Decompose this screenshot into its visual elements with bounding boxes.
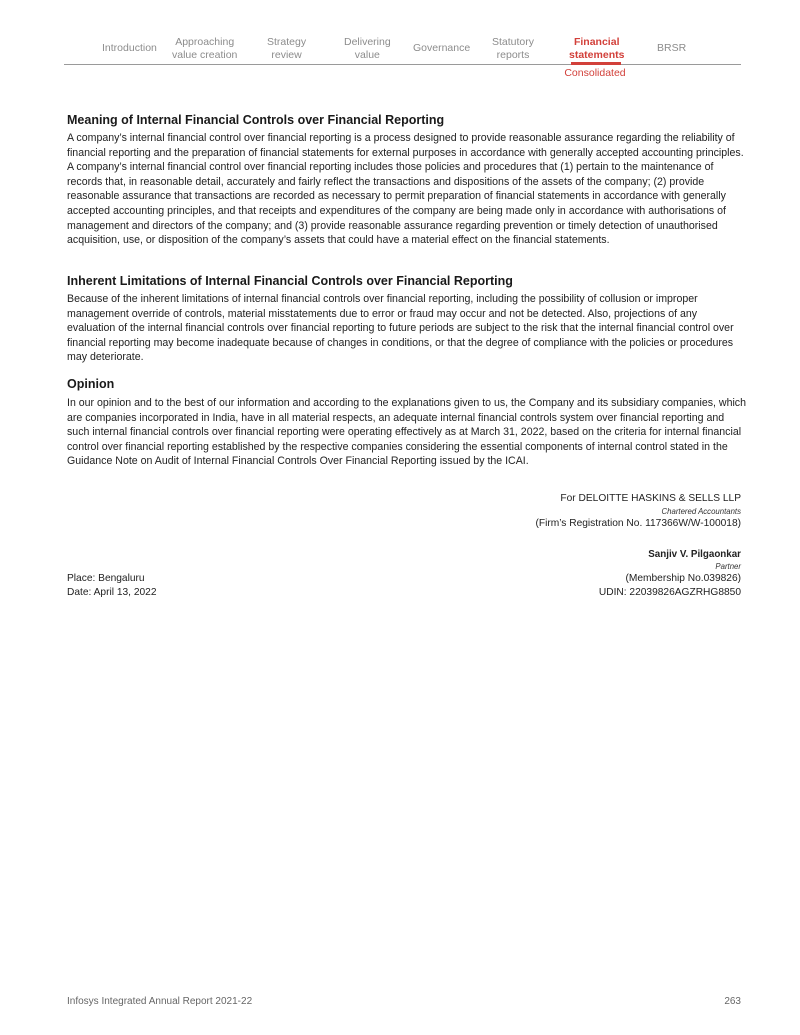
section-title-opinion: Opinion: [67, 377, 115, 391]
tab-statutory-reports[interactable]: Statutory reports: [492, 36, 535, 61]
signature-firm-role: Chartered Accountants: [661, 507, 741, 516]
subtab-consolidated[interactable]: Consolidated: [564, 67, 626, 79]
section-body-inherent-limitations: Because of the inherent limitations of internal financial controls over financial reporting, including the possibility of collusion or improper management override of controls, material misstatements due to error or fraud may occur and not be detected. Also, projections of any evaluation of the internal financial controls over financial reporting to future periods are subject to the risk that the internal financial control over financial reporting may become inadequate because of changes in conditions, or that the degree of compliance with the policies or procedures may deteriorate.: [67, 293, 734, 364]
section-title-inherent-limitations: Inherent Limitations of Internal Financial Controls over Financial Reporting: [67, 274, 513, 288]
tab-financial-statements[interactable]: Financial statements: [569, 36, 625, 61]
section-title-meaning: Meaning of Internal Financial Controls over Financial Reporting: [67, 113, 445, 127]
nav-divider: [64, 64, 741, 65]
signature-partner-role: Partner: [715, 562, 741, 571]
active-tab-indicator: [571, 62, 621, 65]
signature-udin: UDIN: 22039826AGZRHG8850: [598, 587, 741, 598]
signature-firm-line: For DELOITTE HASKINS & SELLS LLP: [560, 493, 741, 504]
tab-approaching-value-creation[interactable]: Approaching value creation: [172, 36, 238, 61]
tab-strategy-review[interactable]: Strategy review: [267, 36, 307, 61]
signature-place: Place: Bengaluru: [67, 573, 145, 584]
footer-report-title: Infosys Integrated Annual Report 2021-22: [67, 996, 253, 1007]
signature-membership: (Membership No.039826): [625, 573, 741, 584]
tab-delivering-value[interactable]: Delivering value: [344, 36, 391, 61]
section-body-opinion: In our opinion and to the best of our information and according to the explanations given to us, the Company and its subsidiary companies, which are companies incorporated in India, have in all material respects, an adequate internal financial controls system over financial reporting and such internal financial controls over financial reporting were operating effectively as at March 31, 2022, based on the criteria for internal financial control over financial reporting established by the respective companies considering the essential components of internal control stated in the Guidance Note on Audit of Internal Financial Controls Over Financial Reporting issued by the ICAI.: [67, 397, 746, 468]
section-body-meaning: A company’s internal financial control over financial reporting is a process designed to provide reasonable assurance regarding the reliability of financial reporting and the preparation of financial statements for external purposes in accordance with generally accepted accounting principles. A company’s internal financial control over financial reporting includes those policies and procedures that (1) pertain to the maintenance of records that, in reasonable detail, accurately and fairly reflect the transactions and dispositions of the assets of the company; (2) provide reasonable assurance that transactions are recorded as necessary to permit preparation of financial statements in accordance with generally accepted accounting principles, and that receipts and expenditures of the company are being made only in accordance with authorisations of management and directors of the company; and (3) provide reasonable assurance regarding prevention or timely detection of unauthorised acquisition, use, or disposition of the company’s assets that could have a material effect on the financial statements.: [67, 132, 744, 247]
tab-introduction[interactable]: Introduction: [102, 42, 157, 54]
signature-firm-registration: (Firm’s Registration No. 117366W/W-100018): [535, 518, 741, 529]
signature-date: Date: April 13, 2022: [67, 587, 157, 598]
tab-brsr[interactable]: BRSR: [657, 42, 687, 54]
top-navigation: [64, 36, 741, 64]
tab-governance[interactable]: Governance: [413, 42, 471, 54]
page-number: 263: [724, 996, 741, 1007]
signature-partner-name: Sanjiv V. Pilgaonkar: [648, 549, 741, 560]
